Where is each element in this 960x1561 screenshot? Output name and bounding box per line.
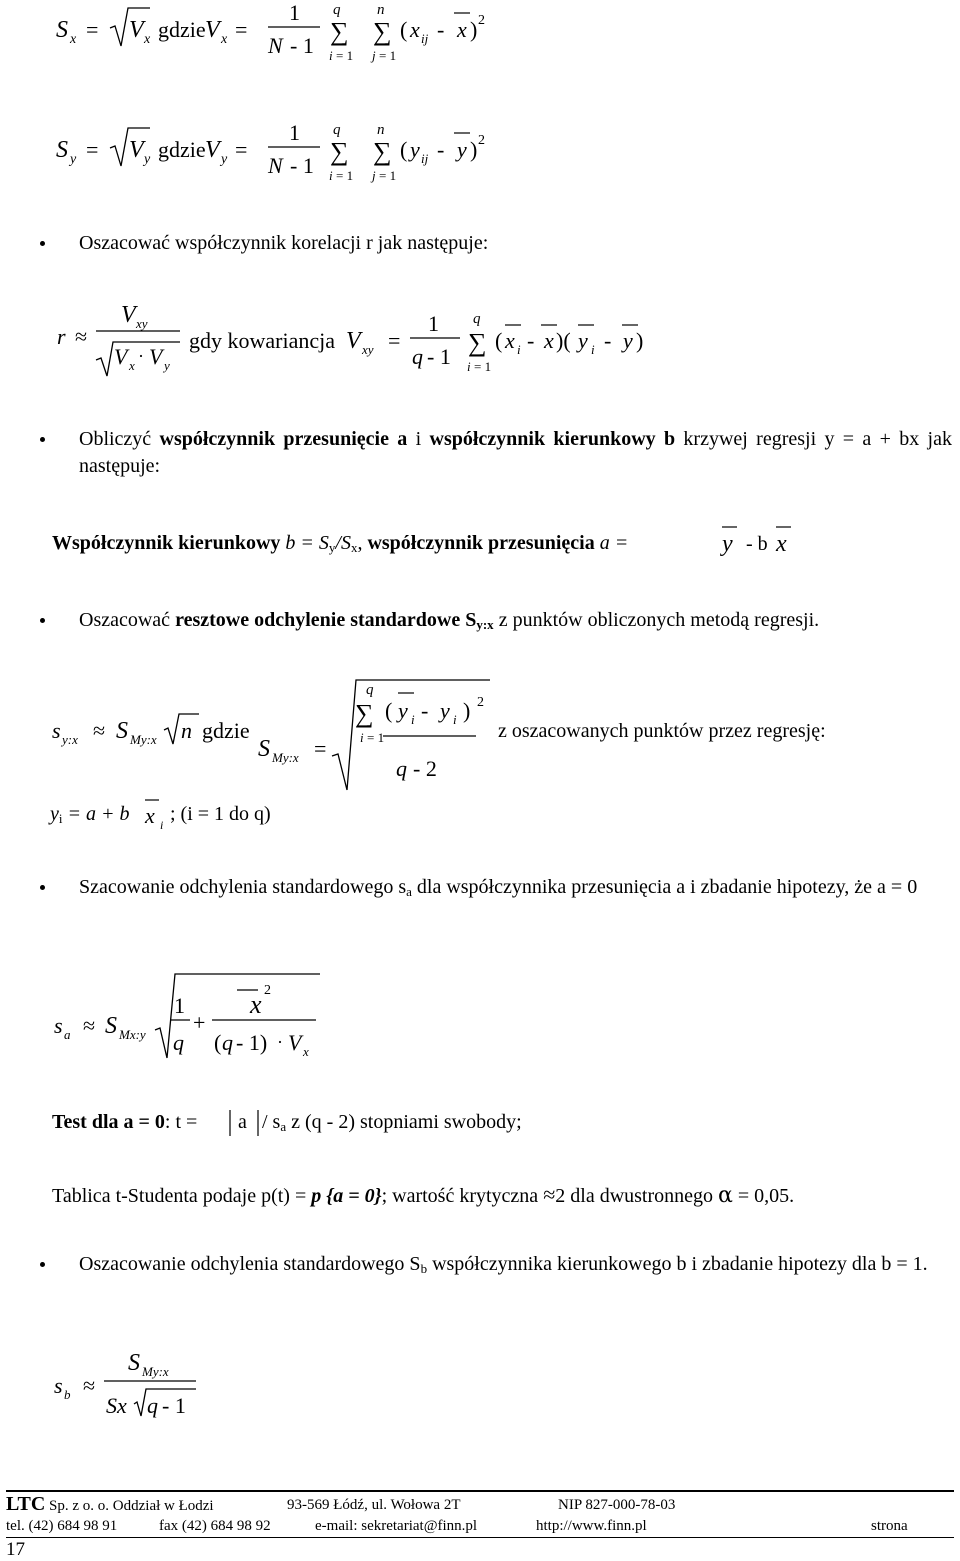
svg-text:s: s [54, 1013, 63, 1038]
svg-text:- 1): - 1) [236, 1030, 268, 1055]
test-a: a [238, 1111, 247, 1133]
svg-text:S: S [56, 17, 68, 43]
svg-text:N: N [268, 33, 283, 58]
gdzie-label: gdzie [158, 137, 206, 162]
page-footer [0, 1484, 960, 1561]
svg-text:i: i [329, 48, 333, 63]
svg-text:x: x [410, 17, 420, 42]
svg-text:s: s [54, 1373, 63, 1398]
svg-text:·: · [138, 346, 144, 366]
formula-sy [56, 120, 485, 183]
svg-text:-: - [604, 328, 612, 353]
svg-text:- 1: - 1 [290, 153, 314, 178]
svg-text:V: V [346, 328, 361, 354]
svg-text:≈: ≈ [83, 1373, 96, 1398]
svg-text:ij: ij [421, 151, 429, 166]
bullet-residual: Oszacować resztowe odchylenie standardowe $S_{y:x}$ z punktów obliczonych metodą regresji. [40, 607, 952, 634]
svg-text:= 1: = 1 [336, 48, 354, 63]
svg-text:S: S [128, 1350, 140, 1376]
svg-text:=: = [235, 17, 248, 42]
svg-text:= 1: = 1 [379, 48, 397, 63]
formula-sb [54, 1350, 196, 1418]
svg-text:s: s [52, 718, 61, 743]
svg-text:2: 2 [477, 695, 484, 710]
svg-text:ij: ij [421, 31, 429, 46]
yi-range: ; (i = 1 do q) [170, 803, 271, 825]
svg-text:i: i [329, 168, 333, 183]
svg-text:S: S [105, 1013, 117, 1039]
svg-text:2: 2 [478, 13, 485, 28]
svg-text:i: i [517, 342, 521, 357]
minus-b: - b [746, 533, 768, 555]
svg-text:=: = [86, 137, 99, 162]
svg-text:∑: ∑ [468, 328, 487, 357]
svg-text:j: j [372, 168, 376, 183]
svg-text:q: q [412, 344, 423, 369]
svg-text:= 1: = 1 [379, 168, 397, 183]
svg-text:≈: ≈ [83, 1013, 96, 1038]
svg-text:N: N [268, 153, 283, 178]
svg-text:- 1: - 1 [427, 344, 451, 369]
svg-text:+: + [193, 1010, 206, 1035]
svg-text:y: y [410, 137, 420, 162]
svg-text:q: q [333, 122, 341, 138]
svg-text:y: y [398, 698, 408, 723]
svg-text:b: b [64, 1387, 71, 1402]
svg-text:y: y [144, 152, 151, 167]
svg-text:S: S [56, 137, 68, 163]
svg-text:): ) [470, 17, 478, 42]
svg-text:i: i [467, 359, 471, 374]
svg-text:x: x [129, 358, 135, 373]
approx-icon: ≈ [543, 1182, 556, 1207]
x-bar-symbol: x [145, 803, 155, 828]
svg-text:x: x [505, 328, 515, 353]
svg-text:y: y [164, 358, 170, 373]
bullet-sb: Oszacowanie odchylenia standardowego $S_b$ współczynnika kierunkowego b i zbadanie hipotezy dla b = 1. [40, 1251, 952, 1278]
svg-text:= 1: = 1 [336, 168, 354, 183]
svg-text:= 1: = 1 [474, 359, 492, 374]
svg-text:i: i [411, 712, 415, 727]
footer-fax: fax (42) 684 98 92 [159, 1518, 271, 1534]
svg-text:n: n [181, 718, 192, 743]
svg-text:V: V [288, 1030, 302, 1055]
svg-text:)(: )( [556, 328, 571, 353]
bullet-dot [40, 618, 45, 623]
svg-text:·: · [277, 1032, 283, 1052]
svg-text:y: y [623, 328, 633, 353]
svg-text:xy: xy [362, 342, 374, 357]
footer-nip: NIP 827-000-78-03 [558, 1497, 676, 1513]
svg-text:r: r [57, 324, 66, 349]
svg-text:= 1: = 1 [367, 730, 385, 745]
svg-text:1: 1 [289, 120, 300, 145]
svg-text:y: y [221, 152, 228, 167]
svg-text:∑: ∑ [330, 17, 349, 46]
footer-address: 93-569 Łódź, ul. Wołowa 2T [287, 1497, 461, 1513]
svg-text:i: i [360, 730, 364, 745]
test-rest: / $s_a$ z (q - 2) stopniami swobody; [262, 1111, 522, 1134]
footer-tel: tel. (42) 684 98 91 [6, 1518, 118, 1534]
svg-text:V: V [205, 137, 220, 163]
svg-text:-: - [527, 328, 535, 353]
bullet-regression: Obliczyć współczynnik przesunięcie a i współczynnik kierunkowy b krzywej regresji y = a + bx jak następuje: [40, 426, 952, 480]
svg-text:a: a [64, 1027, 71, 1042]
svg-text:x: x [250, 990, 262, 1019]
footer-top-rule [6, 1490, 954, 1492]
svg-text:x: x [70, 32, 77, 47]
svg-text:q: q [147, 1393, 158, 1418]
footer-email[interactable]: e-mail: sekretariat@finn.pl [315, 1518, 478, 1534]
footer-bottom-rule [6, 1537, 954, 1538]
bullet-dot [40, 885, 45, 890]
svg-text:y:x: y:x [62, 732, 78, 747]
svg-text:): ) [470, 137, 478, 162]
svg-text:xy: xy [136, 316, 148, 331]
formula-syx [52, 680, 490, 790]
svg-text:My:x: My:x [272, 750, 299, 765]
x-bar-subscript: i [160, 818, 164, 832]
bullet-dot [40, 241, 45, 246]
svg-text:x: x [457, 17, 467, 42]
svg-text:i: i [591, 342, 595, 357]
svg-text:x: x [544, 328, 554, 353]
y-mean-symbol: y [722, 531, 733, 557]
svg-text:S: S [116, 718, 128, 744]
svg-text:∑: ∑ [373, 137, 392, 166]
svg-text:V: V [114, 344, 128, 369]
svg-text:1: 1 [289, 0, 300, 25]
svg-text:∑: ∑ [355, 699, 374, 728]
svg-text:2: 2 [478, 133, 485, 148]
svg-text:(: ( [400, 137, 408, 162]
bullet-dot [40, 1262, 45, 1267]
svg-text:y: y [440, 698, 450, 723]
svg-text:): ) [636, 328, 644, 353]
bullet-correlation [40, 230, 952, 257]
svg-text:≈: ≈ [93, 718, 106, 743]
svg-text:Mx:y: Mx:y [119, 1027, 146, 1042]
svg-text:Sx: Sx [106, 1393, 127, 1418]
svg-text:x: x [144, 32, 151, 47]
svg-text:y: y [578, 328, 588, 353]
bullet-sa: Szacowanie odchylenia standardowego $s_a$ dla współczynnika przesunięcia a i zbadanie hipotezy, że a = 0 [40, 874, 952, 901]
svg-text:x: x [221, 32, 228, 47]
svg-text:My:x: My:x [130, 732, 157, 747]
svg-text:- 1: - 1 [290, 33, 314, 58]
bullet-dot [40, 437, 45, 442]
svg-text:q: q [396, 756, 407, 781]
bullet-text: Oszacować współczynnik korelacji r jak następuje: [79, 232, 489, 254]
residual-tail-text: z oszacowanych punktów przez regresję: [498, 720, 826, 742]
svg-text:): ) [463, 698, 471, 723]
svg-text:≈: ≈ [75, 324, 88, 349]
svg-text:(: ( [214, 1030, 222, 1055]
svg-text:=: = [314, 736, 327, 761]
svg-text:2: 2 [264, 983, 271, 998]
formula-sx [56, 0, 485, 63]
svg-text:i: i [453, 712, 457, 727]
svg-text:(: ( [495, 328, 503, 353]
svg-text:-: - [421, 698, 429, 723]
test-line: Test dla a = 0: t = [52, 1111, 198, 1133]
svg-text:n: n [377, 122, 385, 138]
gdzie-label: gdzie [158, 17, 206, 42]
svg-text:S: S [258, 736, 270, 762]
svg-text:y: y [457, 137, 467, 162]
svg-text:V: V [205, 17, 220, 43]
formula-sa [54, 974, 320, 1059]
svg-text:- 1: - 1 [162, 1393, 186, 1418]
svg-text:V: V [121, 302, 136, 328]
svg-text:(: ( [385, 698, 393, 723]
svg-text:My:x: My:x [142, 1364, 169, 1379]
formula-r [57, 302, 643, 376]
footer-company: LTC Sp. z o. o. Oddział w Łodzi [6, 1493, 214, 1515]
slope-intercept-line: Współczynnik kierunkowy $b = S_y/S_x$, współczynnik przesunięcia a = [52, 532, 629, 555]
svg-text:j: j [372, 48, 376, 63]
svg-text:x: x [303, 1044, 309, 1059]
svg-text:(: ( [400, 17, 408, 42]
svg-text:- 2: - 2 [413, 756, 437, 781]
svg-text:1: 1 [428, 311, 439, 336]
svg-text:q: q [473, 311, 481, 327]
svg-text:=: = [388, 328, 401, 353]
footer-page-number: 17 [6, 1539, 25, 1560]
x-mean-symbol: x [776, 531, 787, 557]
svg-text:q: q [222, 1030, 233, 1055]
svg-text:∑: ∑ [330, 137, 349, 166]
cov-label: gdy kowariancja [189, 328, 335, 353]
svg-text:q: q [333, 2, 341, 18]
svg-text:V: V [129, 137, 144, 163]
svg-text:-: - [437, 137, 445, 162]
svg-text:=: = [86, 17, 99, 42]
footer-www[interactable]: http://www.finn.pl [536, 1518, 647, 1534]
svg-text:q: q [173, 1030, 184, 1055]
svg-text:V: V [149, 344, 163, 369]
svg-text:V: V [129, 17, 144, 43]
svg-text:∑: ∑ [373, 17, 392, 46]
tablica-line: Tablica t-Studenta podaje p(t) = p {a = 0}; wartość krytyczna ≈2 dla dwustronnego α = 0,05. [52, 1182, 795, 1208]
svg-text:y: y [70, 152, 77, 167]
svg-text:n: n [377, 2, 385, 18]
svg-text:=: = [235, 137, 248, 162]
svg-text:1: 1 [174, 993, 185, 1018]
svg-text:q: q [366, 682, 374, 698]
svg-text:-: - [437, 17, 445, 42]
footer-strona: strona [871, 1518, 908, 1534]
yi-line: $y_i = a + b$ [50, 803, 130, 826]
gdzie-label: gdzie [202, 718, 250, 743]
